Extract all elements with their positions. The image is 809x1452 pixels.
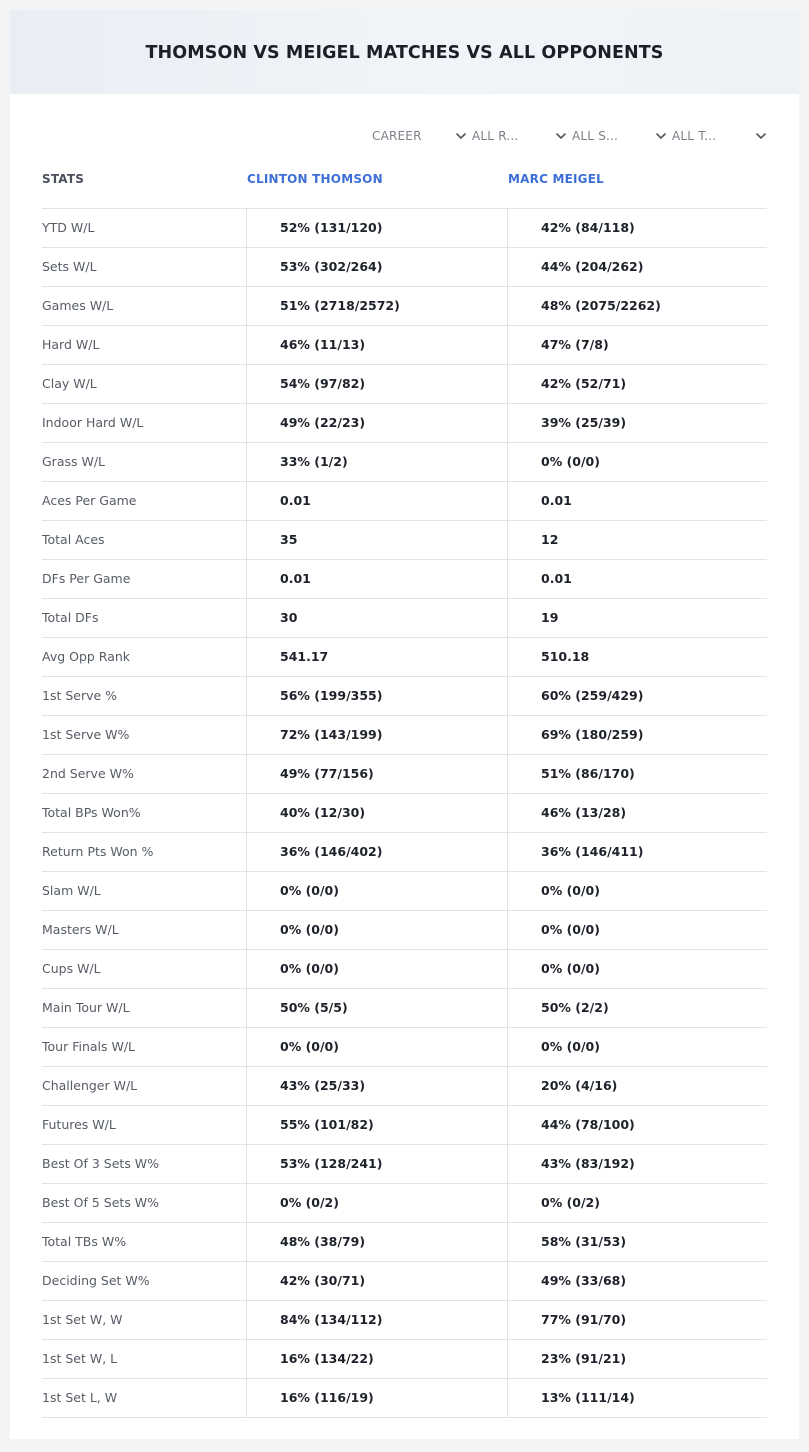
- player1-value: 54% (97/82): [246, 365, 507, 403]
- player2-value: 0.01: [507, 482, 767, 520]
- table-row: [42, 872, 767, 911]
- stat-label: Sets W/L: [42, 259, 97, 274]
- table-row: [42, 209, 767, 248]
- stat-label: Tour Finals W/L: [42, 1039, 136, 1054]
- table-row: [42, 248, 767, 287]
- player2-value: 44% (204/262): [507, 248, 767, 286]
- stats-card: [10, 10, 799, 1439]
- player2-value: 44% (78/100): [507, 1106, 767, 1144]
- table-row: [42, 404, 767, 443]
- table-row: [42, 482, 767, 521]
- player2-value: 46% (13/28): [507, 794, 767, 832]
- player1-value: 49% (22/23): [246, 404, 507, 442]
- filter-bar: [367, 126, 767, 146]
- table-row: [42, 365, 767, 404]
- stat-label: Masters W/L: [42, 922, 119, 937]
- table-row: [42, 1184, 767, 1223]
- filter-label: ALL S...: [572, 129, 619, 143]
- stat-label: 1st Set L, W: [42, 1390, 118, 1405]
- player2-value: 58% (31/53): [507, 1223, 767, 1261]
- player2-value: 43% (83/192): [507, 1145, 767, 1183]
- player2-value: 49% (33/68): [507, 1262, 767, 1300]
- player2-value: 60% (259/429): [507, 677, 767, 715]
- table-row: [42, 755, 767, 794]
- stat-label: Avg Opp Rank: [42, 649, 131, 664]
- table-row: [42, 1223, 767, 1262]
- table-row: [42, 560, 767, 599]
- table-row: [42, 716, 767, 755]
- player2-value: 0% (0/0): [507, 1028, 767, 1066]
- player1-value: 33% (1/2): [246, 443, 507, 481]
- player1-value: 16% (116/19): [246, 1379, 507, 1417]
- player1-value: 0.01: [246, 482, 507, 520]
- stat-label: 1st Set W, L: [42, 1351, 118, 1366]
- player2-value: 0% (0/0): [507, 911, 767, 949]
- player1-value: 84% (134/112): [246, 1301, 507, 1339]
- player2-value: 13% (111/14): [507, 1379, 767, 1417]
- player2-value: 47% (7/8): [507, 326, 767, 364]
- table-row: [42, 1262, 767, 1301]
- player2-value: 0% (0/0): [507, 950, 767, 988]
- table-row: [42, 911, 767, 950]
- filter-period[interactable]: [367, 126, 467, 146]
- filter-tournaments[interactable]: [667, 126, 767, 146]
- stats-table: [42, 208, 767, 1418]
- player1-value: 0% (0/2): [246, 1184, 507, 1222]
- player1-value: 49% (77/156): [246, 755, 507, 793]
- table-row: [42, 1028, 767, 1067]
- column-header-stats: STATS: [42, 172, 85, 186]
- chevron-down-icon: [555, 130, 567, 142]
- player2-value: 0.01: [507, 560, 767, 598]
- filter-rounds[interactable]: [467, 126, 567, 146]
- chevron-down-icon: [655, 130, 667, 142]
- player1-value: 0% (0/0): [246, 1028, 507, 1066]
- table-row: [42, 794, 767, 833]
- stat-label: 1st Serve W%: [42, 727, 130, 742]
- player2-value: 0% (0/0): [507, 872, 767, 910]
- stat-label: Grass W/L: [42, 454, 106, 469]
- stat-label: 2nd Serve W%: [42, 766, 134, 781]
- table-row: [42, 1340, 767, 1379]
- player2-value: 51% (86/170): [507, 755, 767, 793]
- player1-value: 0% (0/0): [246, 872, 507, 910]
- player1-value: 0% (0/0): [246, 950, 507, 988]
- player1-value: 72% (143/199): [246, 716, 507, 754]
- table-row: [42, 599, 767, 638]
- chevron-down-icon: [455, 130, 467, 142]
- stat-label: Best Of 3 Sets W%: [42, 1156, 160, 1171]
- player2-value: 12: [507, 521, 767, 559]
- player1-value: 50% (5/5): [246, 989, 507, 1027]
- filter-label: ALL T...: [672, 129, 717, 143]
- player2-value: 23% (91/21): [507, 1340, 767, 1378]
- stat-label: Deciding Set W%: [42, 1273, 150, 1288]
- chevron-down-icon: [755, 130, 767, 142]
- player1-value: 53% (302/264): [246, 248, 507, 286]
- player1-value: 0% (0/0): [246, 911, 507, 949]
- stat-label: Indoor Hard W/L: [42, 415, 144, 430]
- stat-label: Aces Per Game: [42, 493, 137, 508]
- stat-label: Hard W/L: [42, 337, 100, 352]
- table-row: [42, 1106, 767, 1145]
- stat-label: Total Aces: [42, 532, 105, 547]
- player1-value: 35: [246, 521, 507, 559]
- player1-value: 43% (25/33): [246, 1067, 507, 1105]
- filter-label: ALL R...: [472, 129, 519, 143]
- player1-value: 42% (30/71): [246, 1262, 507, 1300]
- stat-label: Best Of 5 Sets W%: [42, 1195, 160, 1210]
- player1-value: 53% (128/241): [246, 1145, 507, 1183]
- stat-label: Slam W/L: [42, 883, 101, 898]
- player2-value: 39% (25/39): [507, 404, 767, 442]
- stat-label: Return Pts Won %: [42, 844, 154, 859]
- stat-label: Cups W/L: [42, 961, 101, 976]
- player2-value: 77% (91/70): [507, 1301, 767, 1339]
- player2-value: 42% (52/71): [507, 365, 767, 403]
- table-row: [42, 833, 767, 872]
- filter-label: CAREER: [372, 129, 422, 143]
- player1-value: 48% (38/79): [246, 1223, 507, 1261]
- player1-value: 46% (11/13): [246, 326, 507, 364]
- stat-label: Total DFs: [42, 610, 99, 625]
- table-row: [42, 950, 767, 989]
- table-row: [42, 677, 767, 716]
- player2-value: 19: [507, 599, 767, 637]
- table-row: [42, 989, 767, 1028]
- stat-label: Challenger W/L: [42, 1078, 138, 1093]
- player1-value: 40% (12/30): [246, 794, 507, 832]
- player2-value: 0% (0/0): [507, 443, 767, 481]
- player2-value: 50% (2/2): [507, 989, 767, 1027]
- player2-link[interactable]: MARC MEIGEL: [508, 172, 604, 186]
- table-row: [42, 521, 767, 560]
- card-header: [10, 10, 799, 94]
- player2-value: 69% (180/259): [507, 716, 767, 754]
- player1-value: 16% (134/22): [246, 1340, 507, 1378]
- stat-label: Clay W/L: [42, 376, 97, 391]
- table-row: [42, 638, 767, 677]
- stat-label: Main Tour W/L: [42, 1000, 130, 1015]
- stat-label: YTD W/L: [42, 220, 95, 235]
- stat-label: Futures W/L: [42, 1117, 116, 1132]
- stat-label: Total TBs W%: [42, 1234, 127, 1249]
- player1-value: 52% (131/120): [246, 209, 507, 247]
- stat-label: 1st Set W, W: [42, 1312, 123, 1327]
- table-row: [42, 1145, 767, 1184]
- player1-value: 56% (199/355): [246, 677, 507, 715]
- table-row: [42, 443, 767, 482]
- table-header: [42, 170, 767, 208]
- page-title: THOMSON VS MEIGEL MATCHES VS ALL OPPONENTS: [145, 43, 664, 63]
- table-row: [42, 1301, 767, 1340]
- player1-value: 51% (2718/2572): [246, 287, 507, 325]
- player1-value: 55% (101/82): [246, 1106, 507, 1144]
- player1-value: 36% (146/402): [246, 833, 507, 871]
- player1-value: 541.17: [246, 638, 507, 676]
- stat-label: Games W/L: [42, 298, 114, 313]
- player1-value: 0.01: [246, 560, 507, 598]
- player2-value: 0% (0/2): [507, 1184, 767, 1222]
- player2-value: 20% (4/16): [507, 1067, 767, 1105]
- player2-value: 510.18: [507, 638, 767, 676]
- player1-value: 30: [246, 599, 507, 637]
- stat-label: Total BPs Won%: [42, 805, 141, 820]
- table-row: [42, 1067, 767, 1106]
- player1-link[interactable]: CLINTON THOMSON: [247, 172, 383, 186]
- filter-surfaces[interactable]: [567, 126, 667, 146]
- stat-label: DFs Per Game: [42, 571, 131, 586]
- player2-value: 48% (2075/2262): [507, 287, 767, 325]
- table-row: [42, 287, 767, 326]
- table-row: [42, 1379, 767, 1418]
- player2-value: 42% (84/118): [507, 209, 767, 247]
- player2-value: 36% (146/411): [507, 833, 767, 871]
- stat-label: 1st Serve %: [42, 688, 118, 703]
- table-row: [42, 326, 767, 365]
